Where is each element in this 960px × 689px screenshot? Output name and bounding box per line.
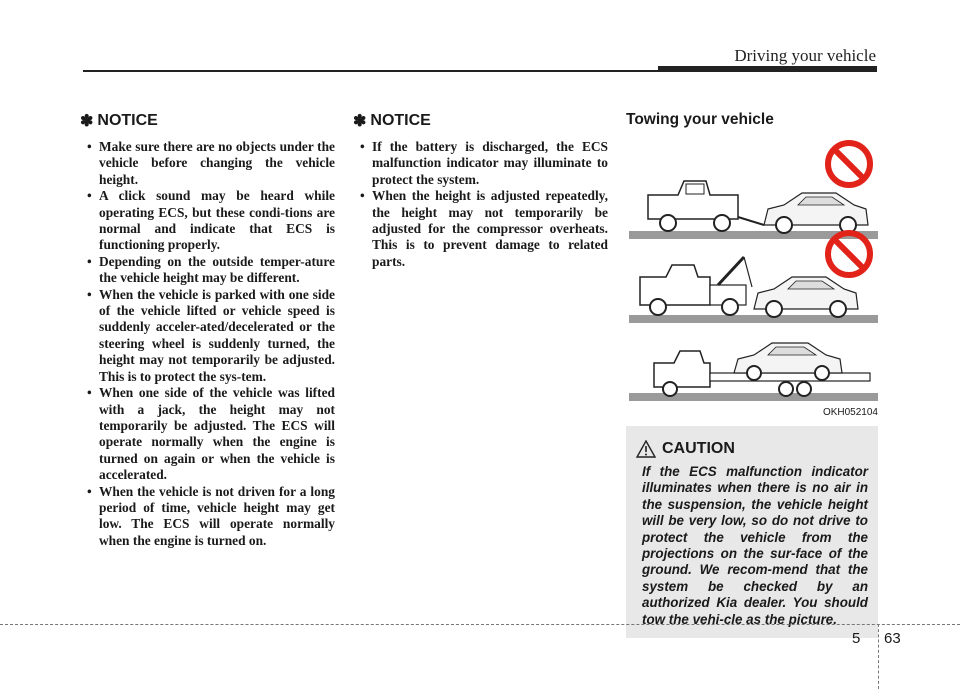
footer-divider — [878, 624, 879, 689]
caution-title: CAUTION — [662, 440, 735, 457]
page-header-title: Driving your vehicle — [734, 46, 876, 65]
notice-middle-section — [353, 111, 608, 270]
caution-header — [636, 440, 868, 458]
list-item-text: When the vehicle is not driven for a long period of time, vehicle height may get low. The ECS will operate normally when the engine is turned on. — [99, 483, 335, 548]
page-number: 63 — [884, 630, 901, 647]
list-item: • When the height is adjusted repeatedly, the height may not temporarily be adjusted for the compressor overheats. This is to prevent damage to related parts. — [360, 188, 608, 269]
list-item-text: When the vehicle is parked with one side of the vehicle lifted or vehicle speed is suddenly acceler-ated/decelerated or the steering wheel is suddenly turned, the height may not temporarily be adjusted. This is to protect the sys-tem. — [99, 286, 335, 384]
list-item-text: Depending on the outside temper-ature the vehicle height may be different. — [99, 253, 335, 286]
tow-panel-flatbed — [629, 333, 878, 407]
towing-figure — [626, 137, 878, 420]
list-item: • Depending on the outside temper-ature the vehicle height may be different. — [87, 253, 335, 286]
section-number: 5 — [852, 630, 861, 647]
warning-triangle-icon — [636, 440, 656, 458]
tow-panel-sling — [629, 233, 878, 329]
towing-section — [626, 111, 878, 638]
notice-left-list — [80, 139, 335, 549]
list-item-text: Make sure there are no objects under the vehicle before changing the vehicle height. — [99, 139, 335, 187]
footer-rule — [0, 624, 960, 625]
header-rule-thick — [658, 66, 877, 72]
list-item-text: If the battery is discharged, the ECS malfunction indicator may illuminate to protect the system. — [372, 139, 608, 187]
list-item: • When the vehicle is not driven for a long period of time, vehicle height may get low. The ECS will operate normally when the engine is turned on. — [87, 483, 335, 548]
caution-text: If the ECS malfunction indicator illuminates when there is no air in the suspension, the vehicle height will be very low, so do not drive to protect the vehicle from the projections on the sur-face of the ground. We recom-mend that the system be checked by an authorized Kia dealer. You should tow the vehi-cle as the picture. — [642, 464, 868, 627]
notice-middle-list — [353, 139, 608, 270]
notice-star-icon: ✽ — [353, 113, 367, 130]
caution-box — [626, 426, 878, 638]
towing-illustration — [626, 137, 878, 407]
list-item: • When the vehicle is parked with one side of the vehicle lifted or vehicle speed is suddenly acceler-ated/decelerated or the steering wheel is suddenly turned, the height may not temporarily be adjusted. This is to protect the sys-tem. — [87, 286, 335, 384]
list-item-text: A click sound may be heard while operating ECS, but these condi-tions are normal and indicate that ECS is functioning properly. — [99, 188, 335, 253]
notice-left-section — [80, 111, 335, 549]
header-rule-thin — [83, 70, 660, 72]
notice-left-heading — [80, 111, 335, 131]
notice-star-icon: ✽ — [80, 113, 94, 130]
notice-left-title: NOTICE — [97, 112, 158, 129]
list-item-text: When the height is adjusted repeatedly, the height may not temporarily be adjusted for the compressor overheats. This is to prevent damage to related parts. — [372, 188, 608, 269]
figure-code: OKH052104 — [822, 407, 878, 418]
list-item: • A click sound may be heard while operating ECS, but these condi-tions are normal and indicate that ECS is functioning properly. — [87, 188, 335, 253]
list-item-text: When one side of the vehicle was lifted with a jack, the height may not temporarily be adjusted. The ECS will operate normally when the engine is turned on again or when the vehicle is accelerated. — [99, 385, 335, 483]
towing-heading: Towing your vehicle — [626, 111, 774, 128]
list-item: • If the battery is discharged, the ECS malfunction indicator may illuminate to protect the system. — [360, 139, 608, 187]
tow-panel-wheel-lift — [629, 143, 878, 245]
notice-middle-title: NOTICE — [370, 112, 431, 129]
notice-middle-heading — [353, 111, 608, 131]
list-item: • When one side of the vehicle was lifted with a jack, the height may not temporarily be adjusted. The ECS will operate normally when the engine is turned on again or when the vehicle is accelerated. — [87, 385, 335, 483]
list-item: • Make sure there are no objects under the vehicle before changing the vehicle height. — [87, 139, 335, 187]
